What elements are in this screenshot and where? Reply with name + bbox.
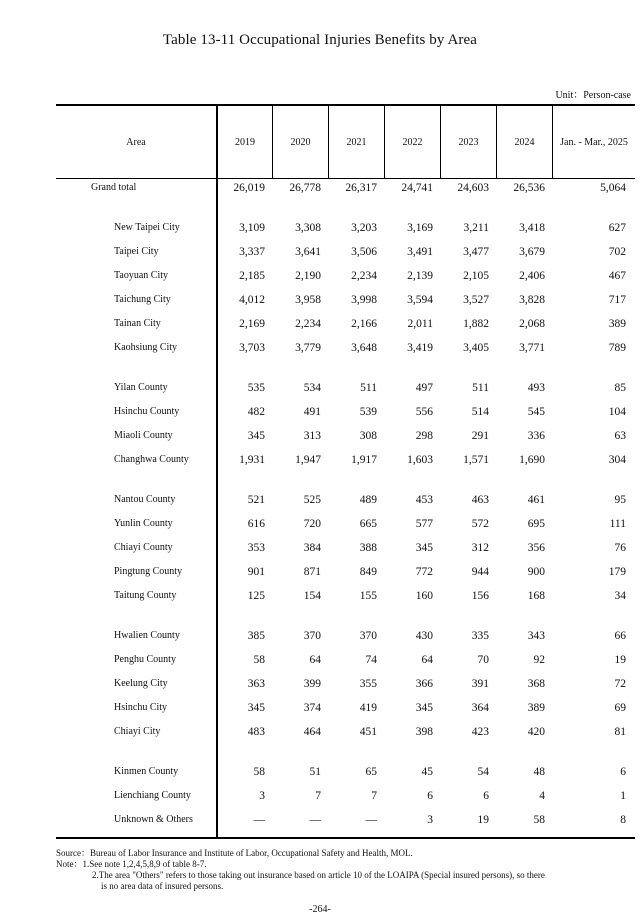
- table-row: [56, 678, 635, 698]
- year-header: 2023: [458, 137, 479, 148]
- value-cell: 398: [415, 726, 433, 738]
- value-cell: 901: [247, 566, 265, 578]
- area-name: Pingtung County: [114, 566, 183, 577]
- grand-total-row: [56, 182, 635, 202]
- value-cell: 304: [608, 454, 626, 466]
- value-cell: 464: [303, 726, 321, 738]
- value-cell: 92: [533, 654, 545, 666]
- value-cell: 345: [415, 702, 433, 714]
- value-cell: 399: [303, 678, 321, 690]
- value-cell: 63: [614, 430, 626, 442]
- table-title: Table 13-11 Occupational Injuries Benefits by Area: [162, 32, 478, 48]
- value-cell: 525: [303, 494, 321, 506]
- value-cell: 384: [303, 542, 321, 554]
- value-cell: 156: [471, 590, 489, 602]
- value-cell: 3,506: [351, 246, 377, 258]
- value-cell: 461: [527, 494, 545, 506]
- value-cell: 343: [527, 630, 545, 642]
- value-cell: 336: [527, 430, 545, 442]
- note-1: Note：1.See note 1,2,4,5,8,9 of table 8-7.: [56, 859, 207, 869]
- value-cell: 368: [527, 678, 545, 690]
- value-cell: 467: [608, 270, 626, 282]
- value-cell: 3,211: [463, 222, 489, 234]
- value-cell: 511: [360, 382, 377, 394]
- value-cell: 420: [527, 726, 545, 738]
- area-name: Hsinchu City: [114, 702, 168, 713]
- value-cell: 944: [471, 566, 489, 578]
- value-cell: 3,648: [351, 342, 377, 354]
- value-cell: 451: [359, 726, 377, 738]
- value-cell: 1,603: [407, 454, 433, 466]
- table-row: [56, 454, 635, 474]
- value-cell: 6: [620, 766, 626, 778]
- value-cell: 3,337: [239, 246, 265, 258]
- value-cell: 3,203: [351, 222, 377, 234]
- area-name: Hsinchu County: [114, 406, 180, 417]
- value-cell: 298: [415, 430, 433, 442]
- area-name: Taichung City: [114, 294, 171, 305]
- value-cell: 72: [614, 678, 626, 690]
- value-cell: 65: [365, 766, 377, 778]
- note-2-continued: is no area data of insured persons.: [101, 881, 224, 891]
- value-cell: 345: [247, 702, 265, 714]
- table-row: [56, 702, 635, 722]
- table-row: [56, 494, 635, 514]
- area-name: New Taipei City: [114, 222, 180, 233]
- area-name: Changhwa County: [114, 454, 189, 465]
- value-cell: —: [309, 814, 321, 826]
- value-cell: 3,477: [463, 246, 489, 258]
- value-cell: 385: [247, 630, 265, 642]
- value-cell: 26,536: [513, 182, 545, 194]
- value-cell: 534: [303, 382, 321, 394]
- value-cell: 3: [259, 790, 265, 802]
- value-cell: 489: [359, 494, 377, 506]
- value-cell: 1,931: [239, 454, 265, 466]
- table-row: [56, 318, 635, 338]
- value-cell: 155: [359, 590, 377, 602]
- value-cell: 70: [477, 654, 489, 666]
- value-cell: 900: [527, 566, 545, 578]
- value-cell: 7: [371, 790, 377, 802]
- source-note: Source：Bureau of Labor Insurance and Institute of Labor, Occupational Safety and Health, MOL.: [56, 848, 413, 858]
- value-cell: 3,418: [519, 222, 545, 234]
- value-cell: 179: [608, 566, 626, 578]
- header-bottom-rule: [56, 178, 635, 179]
- value-cell: 3,679: [519, 246, 545, 258]
- value-cell: 7: [315, 790, 321, 802]
- value-cell: 69: [614, 702, 626, 714]
- area-name: Kaohsiung City: [114, 342, 178, 353]
- value-cell: 58: [253, 654, 265, 666]
- value-cell: 2,166: [351, 318, 377, 330]
- value-cell: 3,491: [407, 246, 433, 258]
- value-cell: 6: [483, 790, 489, 802]
- value-cell: 3,169: [407, 222, 433, 234]
- value-cell: 2,234: [351, 270, 377, 282]
- value-cell: 3,308: [295, 222, 321, 234]
- table-row: [56, 342, 635, 362]
- table-row: [56, 590, 635, 610]
- value-cell: 871: [303, 566, 321, 578]
- area-name: Chiayi City: [114, 726, 161, 737]
- value-cell: 2,068: [519, 318, 545, 330]
- value-cell: 717: [608, 294, 626, 306]
- value-cell: 3,703: [239, 342, 265, 354]
- table-row: [56, 790, 635, 810]
- value-cell: 3,405: [463, 342, 489, 354]
- value-cell: 545: [527, 406, 545, 418]
- value-cell: 3,998: [351, 294, 377, 306]
- area-name: Taipei City: [114, 246, 159, 257]
- table-row: [56, 518, 635, 538]
- value-cell: 3,958: [295, 294, 321, 306]
- value-cell: 4,012: [239, 294, 265, 306]
- value-cell: 3,771: [519, 342, 545, 354]
- value-cell: 1: [620, 790, 626, 802]
- value-cell: 64: [309, 654, 321, 666]
- value-cell: 111: [609, 518, 626, 530]
- value-cell: 74: [365, 654, 377, 666]
- value-cell: 34: [614, 590, 626, 602]
- value-cell: 3,527: [463, 294, 489, 306]
- area-name: Grand total: [91, 182, 137, 193]
- table-row: [56, 726, 635, 746]
- value-cell: 2,185: [239, 270, 265, 282]
- value-cell: 58: [253, 766, 265, 778]
- value-cell: 665: [359, 518, 377, 530]
- area-name: Miaoli County: [114, 430, 173, 441]
- value-cell: 2,190: [295, 270, 321, 282]
- value-cell: 291: [471, 430, 489, 442]
- value-cell: 483: [247, 726, 265, 738]
- area-name: Hwalien County: [114, 630, 180, 641]
- value-cell: 45: [421, 766, 433, 778]
- year-header: 2021: [346, 137, 367, 148]
- table-row: [56, 222, 635, 242]
- value-cell: 493: [527, 382, 545, 394]
- table-row: [56, 382, 635, 402]
- area-name: Nantou County: [114, 494, 176, 505]
- value-cell: 720: [303, 518, 321, 530]
- value-cell: 572: [471, 518, 489, 530]
- year-header: 2022: [402, 137, 423, 148]
- value-cell: 389: [527, 702, 545, 714]
- value-cell: 363: [247, 678, 265, 690]
- value-cell: 66: [614, 630, 626, 642]
- value-cell: 370: [359, 630, 377, 642]
- value-cell: 419: [359, 702, 377, 714]
- area-name: Chiayi County: [114, 542, 173, 553]
- value-cell: 772: [415, 566, 433, 578]
- value-cell: 1,571: [463, 454, 489, 466]
- value-cell: 511: [472, 382, 489, 394]
- value-cell: 521: [247, 494, 265, 506]
- value-cell: 48: [533, 766, 545, 778]
- value-cell: 514: [471, 406, 489, 418]
- table-row: [56, 630, 635, 650]
- value-cell: 168: [527, 590, 545, 602]
- value-cell: 627: [608, 222, 626, 234]
- area-name: Tainan City: [114, 318, 161, 329]
- value-cell: 26,778: [289, 182, 321, 194]
- value-cell: 308: [359, 430, 377, 442]
- table-row: [56, 270, 635, 290]
- value-cell: 54: [477, 766, 489, 778]
- area-name: Lienchiang County: [114, 790, 191, 801]
- table-row: [56, 566, 635, 586]
- value-cell: —: [253, 814, 265, 826]
- value-cell: 3,109: [239, 222, 265, 234]
- value-cell: 4: [539, 790, 545, 802]
- value-cell: 2,011: [407, 318, 433, 330]
- year-header: 2020: [290, 137, 311, 148]
- table-row: [56, 654, 635, 674]
- value-cell: 789: [608, 342, 626, 354]
- table-bottom-rule: [56, 837, 635, 839]
- value-cell: 3: [427, 814, 433, 826]
- value-cell: 154: [303, 590, 321, 602]
- value-cell: 345: [247, 430, 265, 442]
- value-cell: 2,105: [463, 270, 489, 282]
- value-cell: 453: [415, 494, 433, 506]
- value-cell: 76: [614, 542, 626, 554]
- value-cell: 81: [614, 726, 626, 738]
- value-cell: 2,234: [295, 318, 321, 330]
- value-cell: 313: [303, 430, 321, 442]
- table-row: [56, 294, 635, 314]
- value-cell: 1,917: [351, 454, 377, 466]
- value-cell: 26,317: [345, 182, 377, 194]
- value-cell: 3,779: [295, 342, 321, 354]
- value-cell: 356: [527, 542, 545, 554]
- value-cell: 388: [359, 542, 377, 554]
- value-cell: 616: [247, 518, 265, 530]
- value-cell: 19: [614, 654, 626, 666]
- value-cell: 2,169: [239, 318, 265, 330]
- area-name: Penghu County: [114, 654, 176, 665]
- area-name: Taitung County: [114, 590, 177, 601]
- value-cell: 577: [415, 518, 433, 530]
- value-cell: 491: [303, 406, 321, 418]
- value-cell: 389: [608, 318, 626, 330]
- value-cell: 3,828: [519, 294, 545, 306]
- value-cell: 19: [477, 814, 489, 826]
- note-2: 2.The area "Others" refers to those taking out insurance based on article 10 of the LOAIPA (Special insured persons), so there: [92, 870, 545, 880]
- table-row: [56, 430, 635, 450]
- table-row: [56, 814, 635, 834]
- value-cell: 539: [359, 406, 377, 418]
- area-name: Kinmen County: [114, 766, 179, 777]
- value-cell: 391: [471, 678, 489, 690]
- value-cell: 370: [303, 630, 321, 642]
- table-row: [56, 766, 635, 786]
- value-cell: 312: [471, 542, 489, 554]
- area-name: Unknown & Others: [114, 814, 193, 825]
- value-cell: 345: [415, 542, 433, 554]
- value-cell: 2,139: [407, 270, 433, 282]
- value-cell: 3,594: [407, 294, 433, 306]
- value-cell: —: [365, 814, 377, 826]
- value-cell: 849: [359, 566, 377, 578]
- value-cell: 702: [608, 246, 626, 258]
- year-header: 2024: [514, 137, 535, 148]
- value-cell: 24,603: [457, 182, 489, 194]
- area-name: Taoyuan City: [114, 270, 169, 281]
- value-cell: 1,947: [295, 454, 321, 466]
- value-cell: 3,419: [407, 342, 433, 354]
- table-footnotes: [56, 848, 636, 892]
- value-cell: 95: [614, 494, 626, 506]
- value-cell: 353: [247, 542, 265, 554]
- value-cell: 85: [614, 382, 626, 394]
- area-name: Keelung City: [114, 678, 168, 689]
- value-cell: 2,406: [519, 270, 545, 282]
- unit-label: Unit：Person-case: [555, 90, 631, 101]
- value-cell: 366: [415, 678, 433, 690]
- value-cell: 430: [415, 630, 433, 642]
- period-header: Jan. - Mar., 2025: [560, 137, 628, 148]
- value-cell: 335: [471, 630, 489, 642]
- year-header: 2019: [235, 137, 255, 148]
- value-cell: 104: [608, 406, 626, 418]
- table-row: [56, 542, 635, 562]
- value-cell: 463: [471, 494, 489, 506]
- value-cell: 24,741: [401, 182, 433, 194]
- page-number: -264-: [309, 904, 331, 915]
- area-header: Area: [126, 137, 146, 148]
- area-name: Yunlin County: [114, 518, 173, 529]
- table-row: [56, 406, 635, 426]
- value-cell: 423: [471, 726, 489, 738]
- value-cell: 51: [309, 766, 321, 778]
- value-cell: 374: [303, 702, 321, 714]
- value-cell: 26,019: [233, 182, 265, 194]
- value-cell: 355: [359, 678, 377, 690]
- value-cell: 364: [471, 702, 489, 714]
- value-cell: 556: [415, 406, 433, 418]
- value-cell: 695: [527, 518, 545, 530]
- value-cell: 5,064: [600, 182, 626, 194]
- value-cell: 8: [620, 814, 626, 826]
- value-cell: 6: [427, 790, 433, 802]
- area-name: Yilan County: [114, 382, 168, 393]
- value-cell: 535: [247, 382, 265, 394]
- value-cell: 3,641: [295, 246, 321, 258]
- value-cell: 58: [533, 814, 545, 826]
- value-cell: 160: [415, 590, 433, 602]
- value-cell: 497: [415, 382, 433, 394]
- value-cell: 1,690: [519, 454, 545, 466]
- table-row: [56, 246, 635, 266]
- value-cell: 64: [421, 654, 433, 666]
- value-cell: 125: [247, 590, 265, 602]
- value-cell: 482: [247, 406, 265, 418]
- value-cell: 1,882: [463, 318, 489, 330]
- table-top-rule: [56, 104, 635, 106]
